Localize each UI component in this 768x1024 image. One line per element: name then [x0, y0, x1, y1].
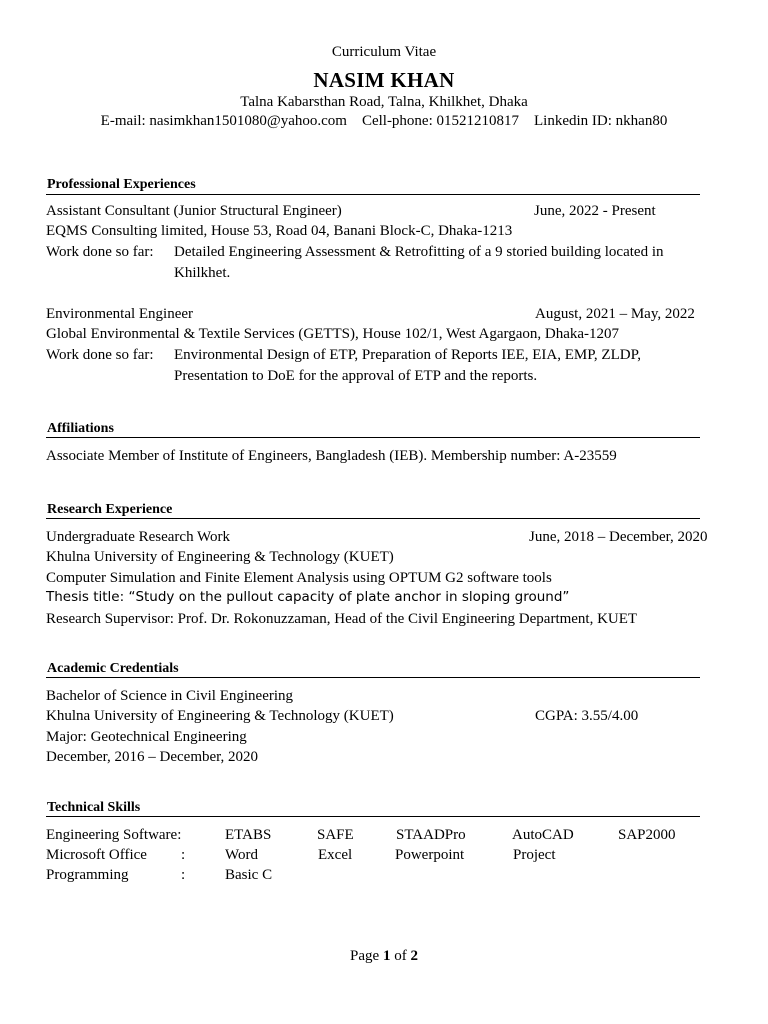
- skill-category-label: Engineering Software:: [46, 827, 182, 843]
- work-label: Work done so far:: [46, 347, 154, 363]
- academic-institution: Khulna University of Engineering & Technology (KUET): [46, 708, 394, 724]
- page-prefix: Page: [350, 948, 383, 964]
- skill-item: Powerpoint: [395, 847, 465, 863]
- job-role: Assistant Consultant (Junior Structural Engineer): [46, 203, 342, 219]
- section-title-affiliations: Affiliations: [47, 421, 114, 436]
- document-title: Curriculum Vitae: [331, 44, 437, 60]
- section-rule: [46, 677, 700, 678]
- job-dates: August, 2021 – May, 2022: [535, 306, 695, 322]
- skill-item: SAFE: [317, 827, 354, 843]
- skill-colon: :: [181, 847, 186, 863]
- job-role: Environmental Engineer: [46, 306, 194, 322]
- address: Talna Kabarsthan Road, Talna, Khilkhet, Dhaka: [240, 94, 528, 110]
- section-title-research: Research Experience: [47, 502, 173, 517]
- page-number: [0, 947, 768, 965]
- candidate-name: NASIM KHAN: [313, 68, 455, 92]
- section-rule: [46, 816, 700, 817]
- work-description: Khilkhet.: [174, 265, 231, 281]
- skill-item: SAP2000: [618, 827, 676, 843]
- page-total: 2: [410, 948, 418, 964]
- research-institution: Khulna University of Engineering & Technology (KUET): [46, 549, 394, 565]
- section-title-professional: Professional Experiences: [47, 177, 196, 192]
- section-title-academic: Academic Credentials: [47, 661, 179, 676]
- cgpa: CGPA: 3.55/4.00: [535, 708, 639, 724]
- page-middle: of: [390, 948, 411, 964]
- academic-dates: December, 2016 – December, 2020: [46, 749, 259, 765]
- skill-colon: :: [181, 867, 186, 883]
- section-rule: [46, 437, 700, 438]
- section-rule: [46, 194, 700, 195]
- research-role: Undergraduate Research Work: [46, 529, 230, 545]
- skill-item: Project: [513, 847, 556, 863]
- section-title-skills: Technical Skills: [47, 800, 141, 815]
- thesis-title: Thesis title: “Study on the pullout capacity of plate anchor in sloping ground”: [46, 589, 570, 605]
- skill-item: AutoCAD: [512, 827, 574, 843]
- research-dates: June, 2018 – December, 2020: [529, 529, 708, 545]
- skill-item: Excel: [318, 847, 353, 863]
- major: Major: Geotechnical Engineering: [46, 729, 247, 745]
- research-topic: Computer Simulation and Finite Element Analysis using OPTUM G2 software tools: [46, 570, 552, 586]
- skill-category-label: Microsoft Office: [46, 847, 147, 863]
- work-description: Detailed Engineering Assessment & Retrofitting of a 9 storied building located in: [174, 244, 664, 260]
- job-dates: June, 2022 - Present: [534, 203, 656, 219]
- skill-item: Basic C: [225, 867, 273, 883]
- work-label: Work done so far:: [46, 244, 154, 260]
- work-description: Environmental Design of ETP, Preparation of Reports IEE, EIA, EMP, ZLDP,: [174, 347, 642, 363]
- section-rule: [46, 518, 700, 519]
- affiliation-text: Associate Member of Institute of Engineers, Bangladesh (IEB). Membership number: A-23559: [46, 448, 617, 464]
- job-organization: EQMS Consulting limited, House 53, Road 04, Banani Block-C, Dhaka-1213: [46, 223, 513, 239]
- skill-item: STAADPro: [396, 827, 466, 843]
- page-current: 1: [382, 948, 391, 964]
- work-description: Presentation to DoE for the approval of ETP and the reports.: [174, 368, 538, 384]
- skill-category-label: Programming: [46, 867, 129, 883]
- research-supervisor: Research Supervisor: Prof. Dr. Rokonuzzaman, Head of the Civil Engineering Department, KUET: [46, 611, 638, 627]
- skill-item: ETABS: [225, 827, 272, 843]
- skill-item: Word: [225, 847, 258, 863]
- job-organization: Global Environmental & Textile Services (GETTS), House 102/1, West Agargaon, Dhaka-1207: [46, 326, 620, 342]
- contact-line: E-mail: nasimkhan1501080@yahoo.com Cell-phone: 01521210817 Linkedin ID: nkhan80: [100, 113, 668, 129]
- degree: Bachelor of Science in Civil Engineering: [46, 688, 294, 704]
